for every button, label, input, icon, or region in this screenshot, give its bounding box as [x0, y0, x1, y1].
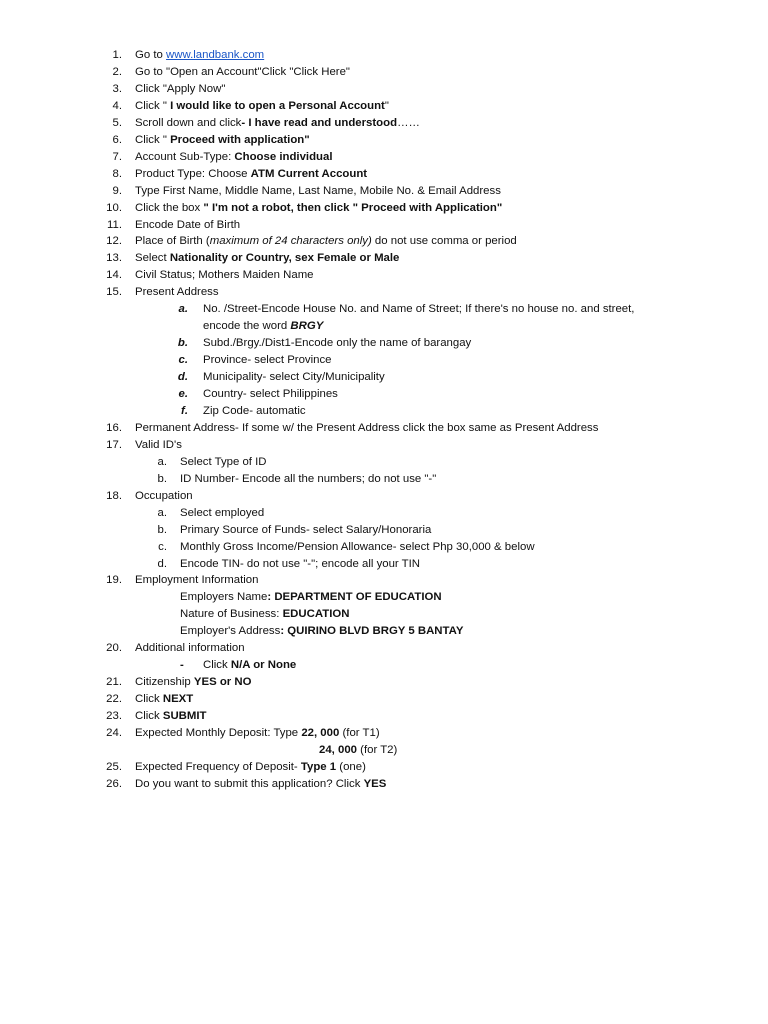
item-text: [135, 99, 389, 113]
item-text: [135, 116, 420, 130]
text: Go to: [135, 49, 167, 61]
item-number: 19.: [106, 574, 122, 587]
text: Expected Frequency of Deposit-: [135, 760, 301, 773]
bold-text: : DEPARTMENT OF EDUCATION: [267, 591, 442, 604]
item-text: [135, 709, 207, 723]
text: Subd./Brgy./Dist1-Encode only the name of barangay: [203, 337, 472, 350]
sub-item-label: b.: [157, 472, 167, 485]
item-text: [135, 201, 502, 215]
sub-item-label: a.: [178, 303, 188, 316]
bold-text: Choose individual: [234, 150, 333, 163]
text: Scroll down and click: [135, 116, 242, 129]
item-text: [135, 675, 252, 689]
item-number: 25.: [106, 760, 122, 773]
bold-text: EDUCATION: [282, 608, 350, 621]
bold-text: YES or NO: [193, 676, 252, 689]
item-number: 4.: [112, 99, 122, 112]
sub-item-text: Primary Source of Funds- select Salary/Honoraria: [180, 523, 432, 536]
item-number: 24.: [106, 727, 122, 739]
sub-item-text: [203, 319, 323, 333]
sub-item-text: [203, 336, 471, 350]
bold-text: " I'm not a robot, then click " Proceed with Application": [203, 201, 503, 214]
item-text: [135, 692, 193, 706]
item-number: 13.: [106, 252, 122, 265]
sub-item-label: c.: [178, 354, 188, 367]
sub-item-label: b.: [177, 337, 188, 350]
item-text: [135, 438, 182, 452]
bold-text: N/A or None: [230, 659, 297, 672]
bold-text: NEXT: [162, 693, 194, 706]
item-text: [135, 82, 225, 96]
sub-item-label: a.: [157, 506, 167, 519]
item-number: 21.: [106, 676, 122, 689]
text: (for T2): [357, 743, 398, 756]
item-number: 6.: [112, 133, 122, 146]
sub-item-text: [203, 404, 306, 418]
text: Click ": [135, 99, 171, 112]
bold-text: - I have read and understood: [241, 116, 398, 129]
item-text: [135, 641, 245, 655]
item-number: 14.: [106, 269, 122, 282]
item-text: [135, 489, 193, 503]
item-text: [135, 48, 264, 62]
text: encode the word: [203, 320, 291, 333]
sub-item-text: [180, 624, 463, 638]
item-number: 22.: [106, 693, 122, 706]
bold-text: I would like to open a Personal Account: [170, 99, 385, 112]
item-text: [135, 167, 367, 181]
text: Click "Apply Now": [135, 82, 226, 95]
item-number: 10.: [106, 201, 122, 214]
bold-text: SUBMIT: [162, 710, 207, 723]
item-text: [135, 760, 366, 774]
text: Account Sub-Type:: [135, 150, 235, 163]
text: Encode Date of Birth: [135, 218, 241, 231]
text: Citizenship: [135, 676, 194, 689]
bold-text: ATM Current Account: [250, 167, 368, 180]
text: Municipality- select City/Municipality: [203, 371, 385, 384]
text: Occupation: [135, 489, 193, 502]
bold-text: 24, 000: [319, 743, 358, 756]
dash-bullet: -: [180, 659, 184, 672]
sub-item-text: Select Type of ID: [180, 455, 267, 468]
sub-item-text: ID Number- Encode all the numbers; do not use "-": [180, 472, 437, 485]
sub-item-text: [180, 607, 349, 621]
text: Province- select Province: [203, 354, 332, 367]
sub-item-text: Encode TIN- do not use "-"; encode all your TIN: [180, 557, 421, 570]
sub-item-text: [203, 353, 332, 367]
item-text: [135, 218, 240, 232]
italic-text: maximum of 24 characters only): [209, 235, 372, 248]
text: Nature of Business:: [180, 608, 283, 621]
item-number: 2.: [112, 65, 122, 78]
text: (one): [336, 760, 366, 773]
text: do not use comma or period: [371, 235, 517, 248]
item-number: 26.: [106, 777, 122, 790]
item-text: [135, 573, 258, 587]
text: ……: [397, 116, 420, 129]
text: Country- select Philippines: [203, 388, 338, 400]
item-text: [135, 184, 501, 198]
text: No. /Street-Encode House No. and Name of Street; If there's no house no. and street,: [203, 303, 635, 316]
item-number: 5.: [112, 116, 122, 129]
bold-text: Type 1: [300, 760, 337, 773]
text: Click: [203, 659, 231, 672]
text: Civil Status; Mothers Maiden Name: [135, 269, 314, 282]
sub-item-label: e.: [178, 388, 188, 400]
text: (for T1): [339, 727, 380, 739]
sub-item-label: f.: [181, 404, 188, 417]
text: Click: [135, 693, 163, 706]
landbank-link[interactable]: www.landbank.com: [166, 49, 265, 61]
text: Additional information: [135, 642, 245, 655]
item-number: 7.: [112, 150, 122, 163]
item-number: 9.: [112, 184, 122, 197]
text: Click ": [135, 133, 171, 146]
text: Type First Name, Middle Name, Last Name, Mobile No. & Email Address: [135, 184, 501, 197]
sub-item-text: Select employed: [180, 506, 265, 519]
text: Valid ID's: [135, 438, 182, 451]
sub-item-text: Monthly Gross Income/Pension Allowance- select Php 30,000 & below: [180, 540, 535, 553]
sub-item-text: [319, 743, 397, 757]
text: Click: [135, 710, 163, 723]
item-text: [135, 133, 310, 147]
text: Product Type: Choose: [135, 167, 251, 180]
item-number: 15.: [106, 286, 122, 299]
text: Permanent Address- If some w/ the Present Address click the box same as Present Address: [135, 421, 599, 434]
text: Employment Information: [135, 574, 259, 587]
item-text: [135, 777, 386, 791]
item-number: 11.: [107, 218, 122, 231]
sub-item-label: d.: [157, 557, 167, 570]
item-text: [135, 726, 380, 740]
text: Expected Monthly Deposit: Type: [135, 727, 302, 739]
bold-text: : QUIRINO BLVD BRGY 5 BANTAY: [280, 625, 464, 638]
sub-item-text: [203, 658, 296, 672]
item-number: 16.: [106, 421, 122, 434]
item-number: 3.: [112, 82, 122, 95]
item-number: 1.: [112, 49, 122, 61]
sub-item-label: b.: [157, 523, 167, 536]
text: Select: [135, 252, 170, 265]
item-number: 18.: [106, 489, 122, 502]
item-text: [135, 268, 314, 282]
sub-item-text: [180, 590, 442, 604]
item-text: [135, 150, 333, 164]
bold-text: BRGY: [290, 320, 324, 333]
item-text: [135, 234, 517, 248]
item-number: 23.: [106, 710, 122, 723]
item-number: 17.: [106, 438, 122, 451]
item-number: 8.: [112, 167, 122, 180]
item-text: [135, 421, 598, 435]
bold-text: Proceed with application": [170, 133, 310, 146]
bold-text: YES: [363, 777, 387, 790]
text: Click the box: [135, 201, 204, 214]
sub-item-text: [203, 370, 385, 384]
item-text: [135, 285, 219, 299]
text: ": [384, 99, 389, 112]
bold-text: 22, 000: [301, 727, 340, 739]
item-number: 12.: [106, 235, 122, 248]
item-text: [135, 251, 399, 265]
sub-item-text: [203, 387, 338, 401]
item-number: 20.: [106, 642, 122, 655]
text: Employers Name: [180, 591, 268, 604]
sub-item-label: d.: [177, 371, 188, 384]
text: Place of Birth (: [135, 235, 210, 248]
text: Do you want to submit this application? Click: [135, 777, 364, 790]
sub-item-label: a.: [157, 455, 167, 468]
sub-item-text: [203, 302, 634, 316]
item-text: [135, 65, 350, 79]
bold-text: Nationality or Country, sex Female or Male: [169, 252, 400, 265]
sub-item-label: c.: [158, 540, 167, 553]
text: Present Address: [135, 286, 219, 299]
text: Go to "Open an Account"Click "Click Here": [135, 65, 350, 78]
text: Zip Code- automatic: [203, 404, 306, 417]
text: Employer's Address: [180, 625, 281, 638]
